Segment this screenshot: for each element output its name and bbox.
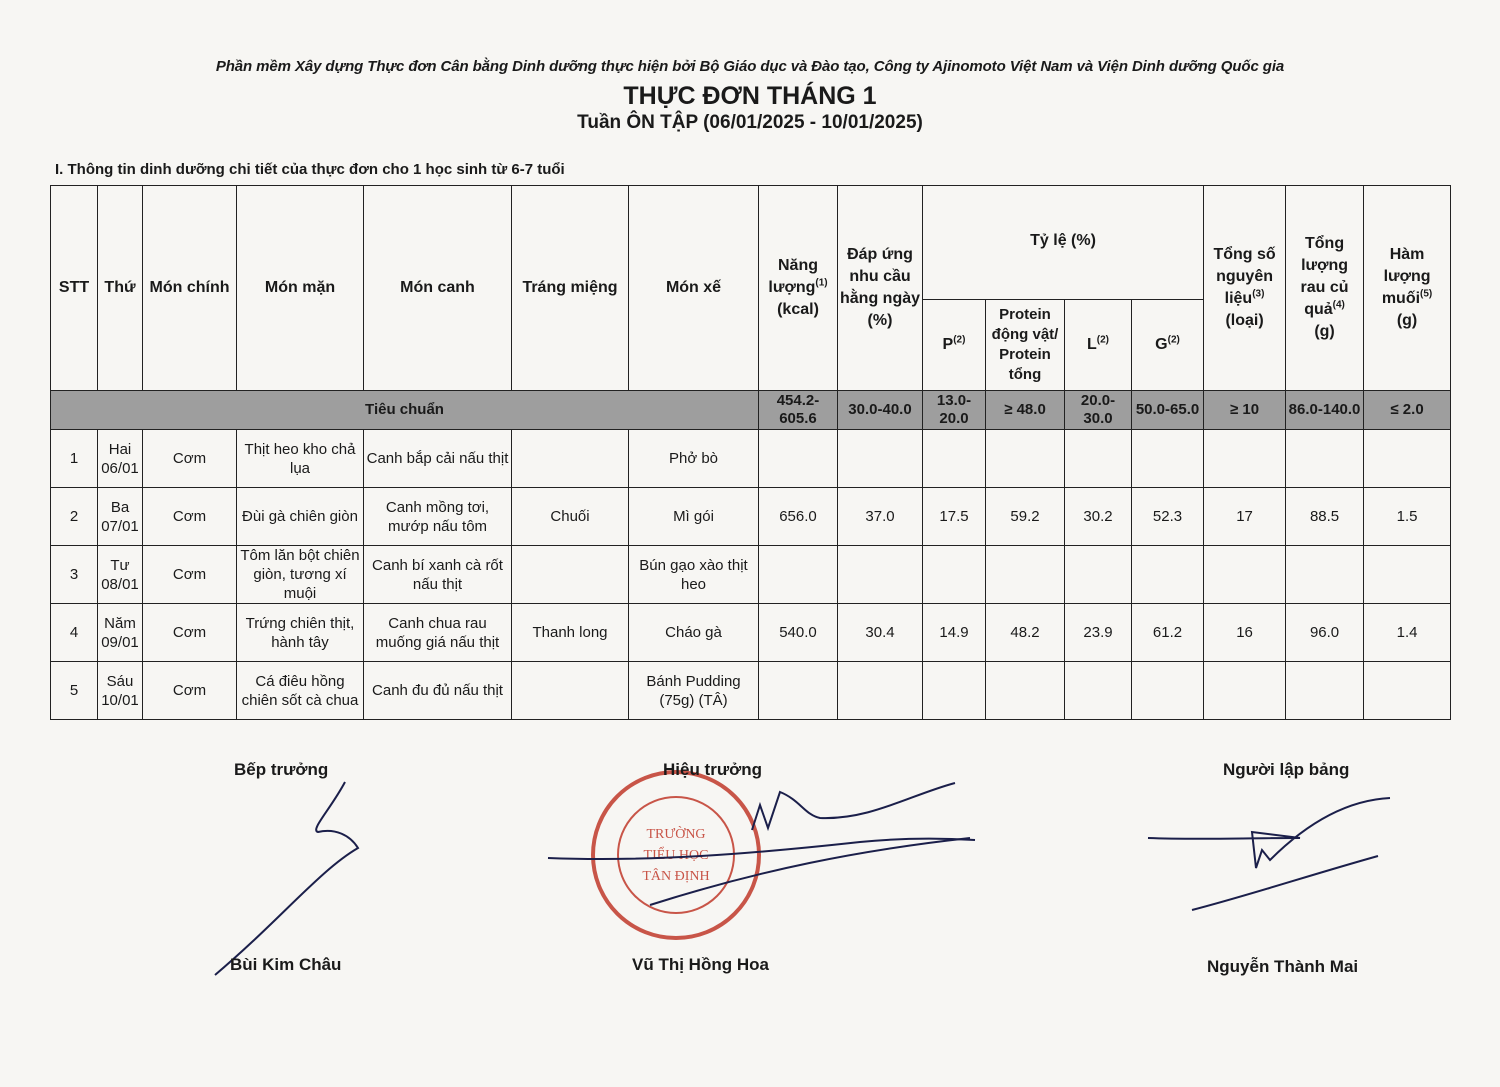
cell-mon-canh: Canh chua rau muống giá nấu thịt xyxy=(364,604,512,662)
header-tong-nguyen-lieu-label: Tổng số nguyên liệu xyxy=(1213,246,1276,307)
cell-rau: 88.5 xyxy=(1286,488,1364,546)
header-nang-luong-label: Năng lượng xyxy=(768,257,818,296)
section-heading: I. Thông tin dinh dưỡng chi tiết của thực đơn cho 1 học sinh từ 6-7 tuổi xyxy=(55,161,565,178)
cell-mon-canh: Canh đu đủ nấu thịt xyxy=(364,662,512,720)
header-ty-le: Tỷ lệ (%) xyxy=(923,186,1204,300)
stamp-center-line-3: TÂN ĐỊNH xyxy=(642,869,710,884)
cell-thu: Sáu 10/01 xyxy=(98,662,143,720)
cell-trang-mieng: Thanh long xyxy=(512,604,629,662)
cell-mon-chinh: Cơm xyxy=(143,430,237,488)
standard-label: Tiêu chuẩn xyxy=(51,391,759,430)
header-g-label: G xyxy=(1155,336,1168,353)
cell-nang-luong: 540.0 xyxy=(759,604,838,662)
cell-stt: 3 xyxy=(51,546,98,604)
header-trang-mieng: Tráng miệng xyxy=(512,186,629,391)
cell-p: 14.9 xyxy=(923,604,986,662)
bep-truong-name: Bùi Kim Châu xyxy=(230,955,342,974)
cell-mon-xe: Phở bò xyxy=(629,430,759,488)
standard-p: 13.0-20.0 xyxy=(923,391,986,430)
header-ham-luong-muoi-label: Hàm lượng muối xyxy=(1381,246,1431,307)
cell-protein-ratio: 59.2 xyxy=(986,488,1065,546)
cell-stt: 1 xyxy=(51,430,98,488)
hieu-truong-title: Hiệu trưởng xyxy=(663,760,763,779)
header-tong-rau-unit: (g) xyxy=(1314,323,1335,340)
standard-muoi: ≤ 2.0 xyxy=(1364,391,1451,430)
bep-truong-title: Bếp trưởng xyxy=(234,760,329,779)
cell-g: 61.2 xyxy=(1132,604,1204,662)
header-l-label: L xyxy=(1086,336,1097,353)
header-g-sup: (2) xyxy=(1167,334,1180,346)
nguoi-lap-name: Nguyễn Thành Mai xyxy=(1207,957,1359,976)
cell-mon-xe: Cháo gà xyxy=(629,604,759,662)
header-dap-ung-label: Đáp ứng nhu cầu hằng ngày xyxy=(840,246,921,307)
cell-mon-xe: Bún gạo xào thịt heo xyxy=(629,546,759,604)
cell-mon-xe: Bánh Pudding (75g) (TÂ) xyxy=(629,662,759,720)
page-title: THỰC ĐƠN THÁNG 1 xyxy=(623,82,877,110)
cell-stt: 2 xyxy=(51,488,98,546)
hieu-truong-signature-line-1 xyxy=(548,839,975,859)
header-tong-rau-label: Tổng lượng rau củ quả xyxy=(1300,235,1349,318)
cell-mon-man: Thịt heo kho chả lụa xyxy=(237,430,364,488)
standard-nang-luong: 454.2-605.6 xyxy=(759,391,838,430)
cell-stt: 5 xyxy=(51,662,98,720)
header-tong-nguyen-lieu-unit: (loại) xyxy=(1225,312,1264,329)
stamp-center-line-1: TRƯỜNG xyxy=(646,827,706,842)
header-stt: STT xyxy=(51,186,98,391)
page-subtitle: Tuần ÔN TẬP (06/01/2025 - 10/01/2025) xyxy=(577,112,923,133)
cell-thu: Ba 07/01 xyxy=(98,488,143,546)
header-p-label: P xyxy=(942,336,954,353)
cell-mon-chinh: Cơm xyxy=(143,604,237,662)
nguoi-lap-signature-bottom xyxy=(1192,856,1378,910)
hieu-truong-name: Vũ Thị Hồng Hoa xyxy=(632,955,769,974)
header-protein-ratio: Protein động vật/ Protein tổng xyxy=(986,300,1065,391)
cell-trang-mieng: Chuối xyxy=(512,488,629,546)
software-note: Phần mềm Xây dựng Thực đơn Cân bằng Dinh dưỡng thực hiện bởi Bộ Giáo dục và Đào tạo, Công ty Ajinomoto Việt Nam và Viện Dinh dưỡng Quốc gia xyxy=(215,58,1285,75)
cell-nang-luong: 656.0 xyxy=(759,488,838,546)
cell-stt: 4 xyxy=(51,604,98,662)
cell-dap-ung: 37.0 xyxy=(838,488,923,546)
school-stamp xyxy=(593,772,759,938)
standard-protein-ratio: ≥ 48.0 xyxy=(986,391,1065,430)
cell-nguyen-lieu: 17 xyxy=(1204,488,1286,546)
cell-p: 17.5 xyxy=(923,488,986,546)
cell-rau: 96.0 xyxy=(1286,604,1364,662)
header-mon-man: Món mặn xyxy=(237,186,364,391)
header-p-sup: (2) xyxy=(953,334,966,346)
cell-mon-canh: Canh bắp cải nấu thịt xyxy=(364,430,512,488)
standard-nguyen-lieu: ≥ 10 xyxy=(1204,391,1286,430)
cell-mon-man: Cá điêu hồng chiên sốt cà chua xyxy=(237,662,364,720)
header-mon-xe: Món xế xyxy=(629,186,759,391)
cell-l: 23.9 xyxy=(1065,604,1132,662)
header-nang-luong-unit: (kcal) xyxy=(777,301,819,318)
cell-mon-canh: Canh bí xanh cà rốt nấu thịt xyxy=(364,546,512,604)
standard-g: 50.0-65.0 xyxy=(1132,391,1204,430)
cell-mon-chinh: Cơm xyxy=(143,488,237,546)
header-thu: Thứ xyxy=(98,186,143,391)
header-l-sup: (2) xyxy=(1096,334,1109,346)
bep-truong-signature xyxy=(215,782,358,975)
cell-mon-canh: Canh mồng tơi, mướp nấu tôm xyxy=(364,488,512,546)
cell-g: 52.3 xyxy=(1132,488,1204,546)
cell-protein-ratio: 48.2 xyxy=(986,604,1065,662)
cell-mon-man: Đùi gà chiên giòn xyxy=(237,488,364,546)
header-dap-ung-unit: (%) xyxy=(867,312,893,329)
cell-mon-xe: Mì gói xyxy=(629,488,759,546)
standard-l: 20.0-30.0 xyxy=(1065,391,1132,430)
header-mon-canh: Món canh xyxy=(364,186,512,391)
nguoi-lap-signature-top xyxy=(1148,798,1390,868)
stamp-center-line-2: TIỂU HỌC xyxy=(643,848,709,863)
cell-mon-chinh: Cơm xyxy=(143,662,237,720)
signature-scribbles xyxy=(215,782,1390,975)
cell-l: 30.2 xyxy=(1065,488,1132,546)
standard-rau: 86.0-140.0 xyxy=(1286,391,1364,430)
cell-mon-chinh: Cơm xyxy=(143,546,237,604)
nguoi-lap-title: Người lập bảng xyxy=(1223,760,1350,779)
cell-muoi: 1.4 xyxy=(1364,604,1451,662)
cell-thu: Tư 08/01 xyxy=(98,546,143,604)
cell-thu: Năm 09/01 xyxy=(98,604,143,662)
header-tong-nguyen-lieu-sup: (3) xyxy=(1252,288,1265,300)
header-ham-luong-muoi-unit: (g) xyxy=(1396,312,1418,329)
hieu-truong-signature-flourish xyxy=(752,783,955,830)
cell-muoi: 1.5 xyxy=(1364,488,1451,546)
header-ham-luong-muoi-sup: (5) xyxy=(1420,288,1433,300)
header-mon-chinh: Món chính xyxy=(143,186,237,391)
cell-mon-man: Tôm lăn bột chiên giòn, tương xí muội xyxy=(237,546,364,604)
cell-thu: Hai 06/01 xyxy=(98,430,143,488)
cell-mon-man: Trứng chiên thịt, hành tây xyxy=(237,604,364,662)
header-nang-luong-sup: (1) xyxy=(815,277,828,289)
header-tong-rau-sup: (4) xyxy=(1332,299,1345,311)
cell-dap-ung: 30.4 xyxy=(838,604,923,662)
cell-nguyen-lieu: 16 xyxy=(1204,604,1286,662)
standard-dap-ung: 30.0-40.0 xyxy=(838,391,923,430)
